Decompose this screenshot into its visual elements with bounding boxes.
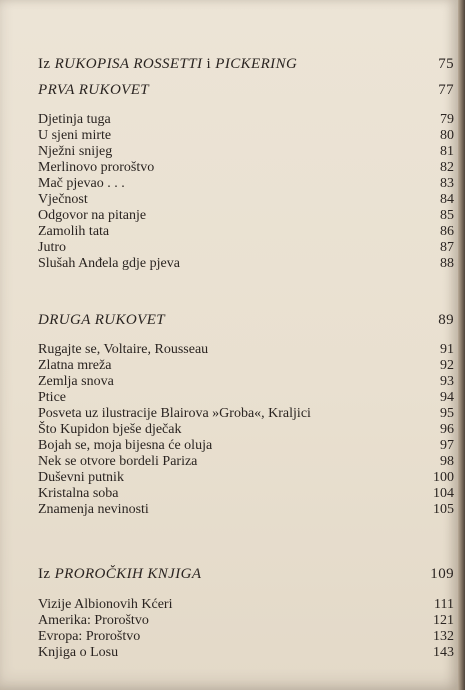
toc-entry bbox=[0, 438, 458, 454]
page-number: 111 bbox=[434, 597, 454, 612]
entry-title: Ptice bbox=[38, 390, 66, 405]
page-number: 75 bbox=[438, 56, 454, 72]
entry-title: Što Kupidon bješe dječak bbox=[38, 422, 182, 437]
toc-entry bbox=[0, 224, 458, 240]
heading-prefix: Iz bbox=[38, 56, 51, 72]
toc-entry bbox=[0, 470, 458, 486]
toc-entry bbox=[0, 422, 458, 438]
page-number: 100 bbox=[433, 470, 454, 485]
entry-title: Djetinja tuga bbox=[38, 112, 111, 127]
page-number: 81 bbox=[440, 144, 454, 159]
page-number: 109 bbox=[430, 566, 454, 582]
entry-title: Zemlja snova bbox=[38, 374, 114, 389]
page-number: 98 bbox=[440, 454, 454, 469]
entry-title: Zlatna mreža bbox=[38, 358, 112, 373]
entry-title: Odgovor na pitanje bbox=[38, 208, 147, 223]
toc-entry bbox=[0, 256, 458, 272]
toc-entry bbox=[0, 128, 458, 144]
page-number: 80 bbox=[440, 128, 454, 143]
toc-entry bbox=[0, 240, 458, 256]
toc-entry bbox=[0, 176, 458, 192]
entry-title: Amerika: Proroštvo bbox=[38, 613, 149, 628]
toc-entry bbox=[0, 112, 458, 128]
page-number: 83 bbox=[440, 176, 454, 191]
toc-entry bbox=[0, 597, 458, 613]
entry-title: U sjeni mirte bbox=[38, 128, 112, 143]
toc-entry bbox=[0, 374, 458, 390]
entry-title: Posveta uz ilustracije Blairova »Groba«, Kraljici bbox=[38, 406, 311, 421]
heading-title: PROROČKIH KNJIGA bbox=[54, 566, 202, 582]
heading-title-2: PICKERING bbox=[215, 56, 298, 72]
page-number: 77 bbox=[438, 82, 454, 98]
entry-title: Nek se otvore bordeli Pariza bbox=[38, 454, 198, 469]
entry-title: Evropa: Proroštvo bbox=[38, 629, 141, 644]
entry-title: Bojah se, moja bijesna će oluja bbox=[38, 438, 213, 453]
section-heading-druga bbox=[0, 312, 458, 328]
entry-title: Duševni putnik bbox=[38, 470, 124, 485]
toc-entry bbox=[0, 208, 458, 224]
page-number: 86 bbox=[440, 224, 454, 239]
page-number: 93 bbox=[440, 374, 454, 389]
entry-title: Merlinovo proroštvo bbox=[38, 160, 155, 175]
entry-title: Vizije Albionovih Kćeri bbox=[38, 597, 173, 612]
heading-conjunction: i bbox=[206, 56, 212, 72]
section-heading-rukopisa bbox=[0, 56, 458, 72]
entry-title: Mač pjevao . . . bbox=[38, 176, 125, 191]
toc-entry bbox=[0, 502, 458, 518]
entry-title: Vječnost bbox=[38, 192, 88, 207]
page-number: 94 bbox=[440, 390, 454, 405]
page-number: 87 bbox=[440, 240, 454, 255]
page-edge bbox=[458, 0, 465, 690]
toc-entry bbox=[0, 613, 458, 629]
entry-title: Nježni snijeg bbox=[38, 144, 113, 159]
entry-title: Jutro bbox=[38, 240, 66, 255]
entry-title: Zamolih tata bbox=[38, 224, 110, 239]
toc-entry bbox=[0, 342, 458, 358]
section-heading-prva bbox=[0, 82, 458, 98]
page-number: 79 bbox=[440, 112, 454, 127]
heading-title: PRVA RUKOVET bbox=[38, 82, 150, 98]
page-number: 132 bbox=[433, 629, 454, 644]
page-number: 82 bbox=[440, 160, 454, 175]
heading-title: DRUGA RUKOVET bbox=[38, 312, 166, 328]
page-number: 104 bbox=[433, 486, 454, 501]
toc-entry bbox=[0, 406, 458, 422]
page-number: 96 bbox=[440, 422, 454, 437]
page-number: 84 bbox=[440, 192, 454, 207]
entry-title: Znamenja nevinosti bbox=[38, 502, 149, 517]
page-number: 88 bbox=[440, 256, 454, 271]
entry-title: Kristalna soba bbox=[38, 486, 119, 501]
page-number: 105 bbox=[433, 502, 454, 517]
page-number: 97 bbox=[440, 438, 454, 453]
page-number: 95 bbox=[440, 406, 454, 421]
toc-entry bbox=[0, 629, 458, 645]
entry-title: Slušah Anđela gdje pjeva bbox=[38, 256, 180, 271]
page-number: 85 bbox=[440, 208, 454, 223]
page-number: 143 bbox=[433, 645, 454, 660]
toc-entry bbox=[0, 192, 458, 208]
toc-entry bbox=[0, 645, 458, 661]
heading-title: RUKOPISA ROSSETTI bbox=[54, 56, 203, 72]
page-number: 121 bbox=[433, 613, 454, 628]
heading-prefix: Iz bbox=[38, 566, 51, 582]
section-heading-prorockih bbox=[0, 566, 458, 582]
toc-entry bbox=[0, 454, 458, 470]
toc-entry bbox=[0, 390, 458, 406]
entry-title: Rugajte se, Voltaire, Rousseau bbox=[38, 342, 209, 357]
page-number: 89 bbox=[438, 312, 454, 328]
toc-entry bbox=[0, 160, 458, 176]
page-number: 91 bbox=[440, 342, 454, 357]
page-number: 92 bbox=[440, 358, 454, 373]
toc-entry bbox=[0, 486, 458, 502]
entry-title: Knjiga o Losu bbox=[38, 645, 119, 660]
toc-entry bbox=[0, 144, 458, 160]
toc-entry bbox=[0, 358, 458, 374]
